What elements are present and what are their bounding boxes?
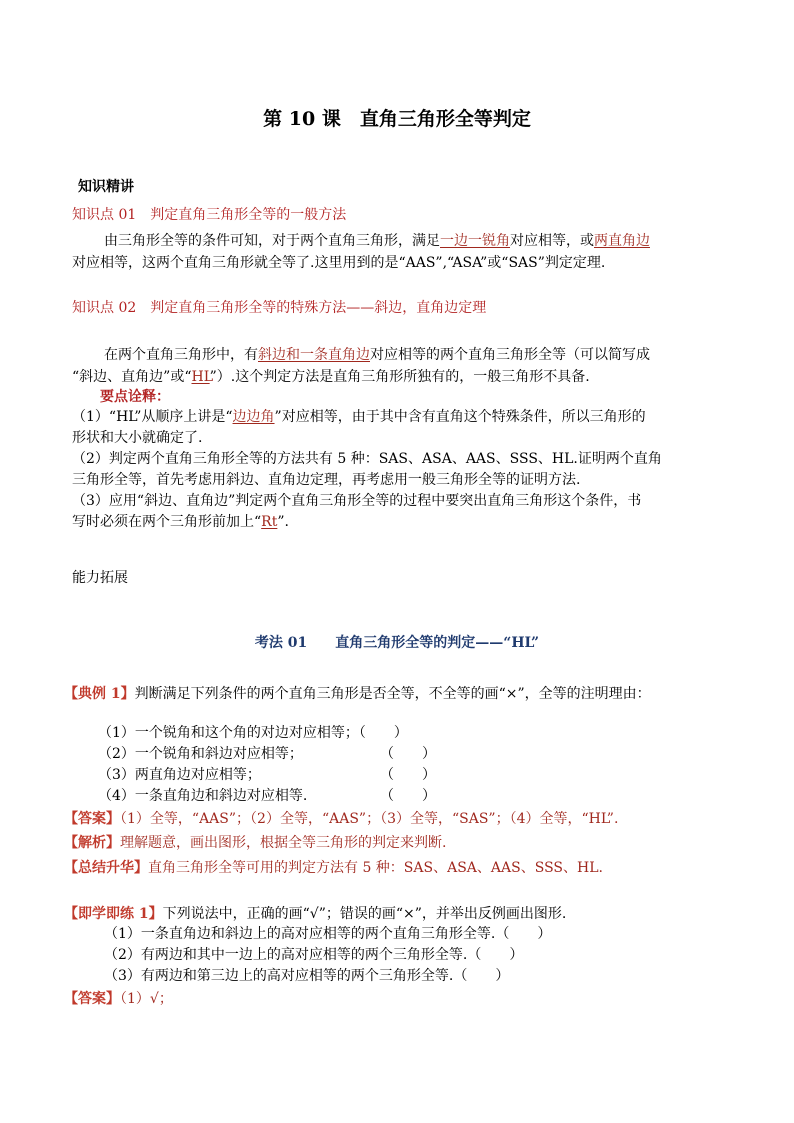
summary-text: 直角三角形全等可用的判定方法有 5 种：SAS、ASA、AAS、SSS、HL.	[148, 860, 603, 876]
example-text: 判断满足下列条件的两个直角三角形是否全等，不全等的画“×”，全等的注明理由：	[134, 686, 651, 702]
note-3-text-a: 写时必须在两个三角形前加上“	[72, 514, 262, 530]
answer-1	[64, 808, 618, 830]
note-3-line1: （3）应用“斜边、直角边”判定两个直角三角形全等的过程中要突出直角三角形这个条件，书	[72, 493, 642, 509]
note-3-text-c: ”.	[277, 514, 289, 530]
kp2-underline-hl: HL	[191, 369, 210, 385]
analysis-label: 【解析】	[64, 835, 120, 851]
note-3-line2	[72, 511, 289, 533]
kp2-line2	[72, 366, 590, 388]
kp2-underline-hyp-leg: 斜边和一条直角边	[258, 347, 370, 363]
kp1-underline-one-side-angle: 一边一锐角	[440, 233, 510, 249]
key-points-label: 要点诠释：	[100, 389, 170, 405]
practice-item-2: （2）有两边和其中一边上的高对应相等的两个三角形全等.（ ）	[104, 947, 524, 963]
heading-knowledge: 知识精讲	[78, 179, 134, 195]
practice-item-1: （1）一条直角边和斜边上的高对应相等的两个直角三角形全等.（ ）	[104, 926, 552, 942]
note-1-underline: 边边角	[232, 409, 275, 425]
example-item-4: （4）一条直角边和斜边对应相等.	[98, 788, 308, 804]
note-1-text-a: （1）“HL”从顺序上讲是“	[72, 409, 233, 425]
kp1-line2: 对应相等，这两个直角三角形就全等了.这里用到的是“AAS”,“ASA”或“SAS”判定定理.	[72, 255, 606, 271]
note-2-line1: （2）判定两个直角三角形全等的方法共有 5 种：SAS、ASA、AAS、SSS、HL.证明两个直角	[72, 451, 662, 467]
note-2-line2: 三角形全等，首先考虑用斜边、直角边定理，再考虑用一般三角形全等的证明方法.	[72, 472, 581, 488]
note-1-line1	[72, 406, 646, 428]
answer-label: 【答案】	[64, 811, 120, 827]
kp2-title: 知识点 02 判定直角三角形全等的特殊方法——斜边，直角边定理	[72, 300, 487, 316]
heading-ability: 能力拓展	[72, 570, 128, 586]
example-item-1: （1）一个锐角和这个角的对边对应相等；（ ）	[98, 725, 408, 741]
kp1-line1	[104, 230, 650, 252]
summary-label: 【总结升华】	[64, 860, 148, 876]
practice-answer-text: （1）√；	[120, 991, 173, 1007]
section1-title: 考法 01 直角三角形全等的判定——“HL”	[254, 635, 540, 651]
practice-label: 【即学即练 1】	[64, 906, 163, 922]
analysis-1	[64, 832, 446, 854]
practice-text: 下列说法中，正确的画“√”；错误的画“×”，并举出反例画出图形.	[162, 906, 567, 922]
practice-answer	[64, 988, 173, 1010]
example-item-3: （3）两直角边对应相等；	[98, 767, 261, 783]
example-label: 【典例 1】	[64, 686, 135, 702]
note-1-line2: 形状和大小就确定了.	[72, 430, 203, 446]
summary-1	[64, 857, 603, 879]
example-item-2: （2）一个锐角和斜边对应相等；	[98, 746, 303, 762]
answer-text: （1）全等，“AAS”；（2）全等，“AAS”；（3）全等，“SAS”；（4）全等，“HL”.	[120, 811, 619, 827]
kp2-line1	[104, 344, 650, 366]
kp2-line2-text-b: ”）.这个判定方法是直角三角形所独有的，一般三角形不具备.	[209, 369, 590, 385]
practice-item-3: （3）有两边和第三边上的高对应相等的两个三角形全等.（ ）	[104, 968, 510, 984]
analysis-text: 理解题意，画出图形，根据全等三角形的判定来判断.	[120, 835, 447, 851]
kp1-underline-two-legs: 两直角边	[594, 233, 650, 249]
practice-answer-label: 【答案】	[64, 991, 120, 1007]
kp1-line1-text-b: 对应相等，或	[510, 233, 594, 249]
example-item-4-paren: （ ）	[380, 788, 436, 804]
kp1-title: 知识点 01 判定直角三角形全等的一般方法	[72, 207, 347, 223]
page-title: 第 10 课 直角三角形全等判定	[263, 108, 531, 130]
kp2-line1-text-a: 在两个直角三角形中，有	[104, 347, 258, 363]
kp1-line1-text-a: 由三角形全等的条件可知，对于两个直角三角形，满足	[104, 233, 440, 249]
example-item-3-paren: （ ）	[380, 767, 436, 783]
note-1-text-b: ”对应相等，由于其中含有直角这个特殊条件，所以三角形的	[274, 409, 646, 425]
example-1	[64, 683, 651, 705]
kp2-line2-text-a: “斜边、直角边”或“	[72, 369, 192, 385]
note-3-underline-rt: Rt	[261, 514, 278, 530]
practice-1	[64, 903, 566, 925]
kp2-line1-text-b: 对应相等的两个直角三角形全等（可以简写成	[370, 347, 650, 363]
example-item-2-paren: （ ）	[380, 746, 436, 762]
